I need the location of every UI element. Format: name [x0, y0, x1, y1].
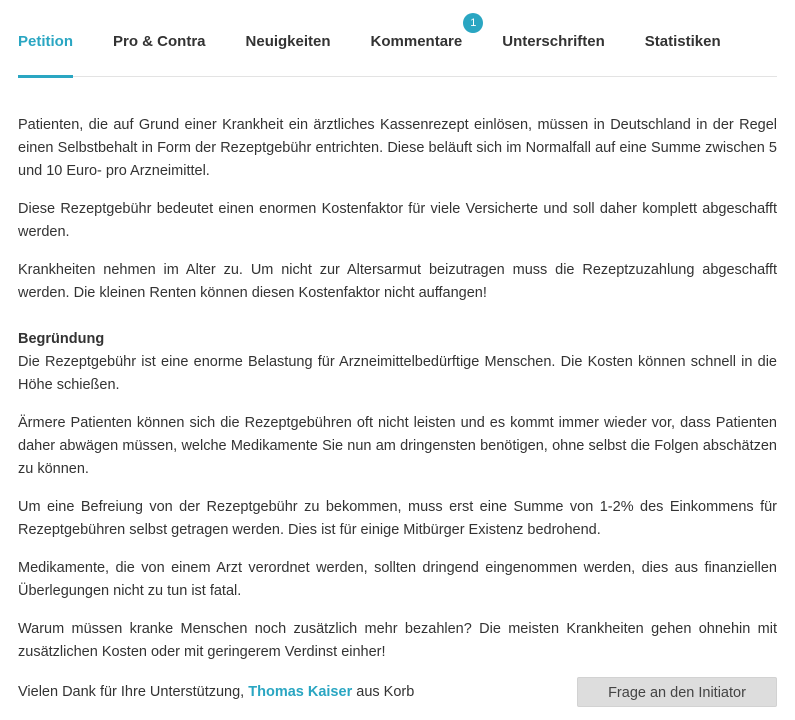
- petition-text: [18, 114, 777, 679]
- tab-kommentare-label: Kommentare: [370, 33, 463, 50]
- petition-paragraph: Krankheiten nehmen im Alter zu. Um nicht zur Altersarmut beizutragen muss die Rezeptzuzahlung abgeschafft werden. Die kleinen Renten können diesen Kostenfaktor nicht auffangen!: [18, 262, 777, 301]
- tab-petition[interactable]: Petition: [18, 0, 73, 77]
- tab-kommentare[interactable]: [370, 0, 477, 77]
- ask-initiator-button[interactable]: Frage an den Initiator: [577, 677, 777, 707]
- petition-footer: [18, 677, 777, 707]
- spacer: [18, 320, 777, 328]
- reasoning-paragraph: Um eine Befreiung von der Rezeptgebühr zu bekommen, muss erst eine Summe von 1-2% des Einkommens für Rezeptgebühren selbst getragen werden. Dies ist für einige Mitbürger Existenz bedrohend.: [18, 499, 777, 538]
- petition-tabs: [18, 0, 777, 77]
- reasoning-paragraph: Warum müssen kranke Menschen noch zusätzlich mehr bezahlen? Die meisten Krankheiten gehen ohnehin mit zusätzlichen Kosten oder mit geringerem Verdinst einher!: [18, 621, 777, 660]
- reasoning-paragraph: Medikamente, die von einem Arzt verordnet werden, sollten dringend eingenommen werden, dies aus finanziellen Überlegungen nicht zu tun ist fatal.: [18, 560, 777, 599]
- initiator-link[interactable]: Thomas Kaiser: [248, 684, 353, 700]
- tab-neuigkeiten[interactable]: Neuigkeiten: [245, 33, 331, 50]
- initiator-location: aus Korb: [356, 684, 415, 700]
- petition-paragraph: Diese Rezeptgebühr bedeutet einen enormen Kostenfaktor für viele Versicherte und soll daher komplett abgeschafft werden.: [18, 201, 777, 240]
- tab-unterschriften[interactable]: Unterschriften: [502, 33, 605, 50]
- reasoning-heading: Begründung: [18, 331, 105, 347]
- reasoning-paragraph: Ärmere Patienten können sich die Rezeptgebühren oft nicht leisten und es kommt immer wieder vor, dass Patienten daher abwägen müssen, welche Medikamente Sie nun am dringensten benötigen, ohne selbst die Folgen abschätzen zu können.: [18, 415, 777, 477]
- comment-count-badge: 1: [463, 13, 483, 33]
- thanks-prefix: Vielen Dank für Ihre Unterstützung,: [18, 684, 245, 700]
- tab-statistiken[interactable]: Statistiken: [644, 33, 721, 50]
- petition-paragraph: Patienten, die auf Grund einer Krankheit ein ärztliches Kassenrezept einlösen, müssen in Deutschland in der Regel einen Selbstbehalt in Form der Rezeptgebühr entrichten. Diese beläuft sich im Normalfall auf eine Summe zwischen 5 und 10 Euro- pro Arzneimittel.: [18, 117, 777, 179]
- thanks-line: [18, 684, 414, 700]
- reasoning-paragraph: Die Rezeptgebühr ist eine enorme Belastung für Arzneimittelbedürftige Menschen. Die Kosten können schnell in die Höhe schießen.: [18, 354, 777, 393]
- tab-pro-contra[interactable]: Pro & Contra: [113, 33, 206, 50]
